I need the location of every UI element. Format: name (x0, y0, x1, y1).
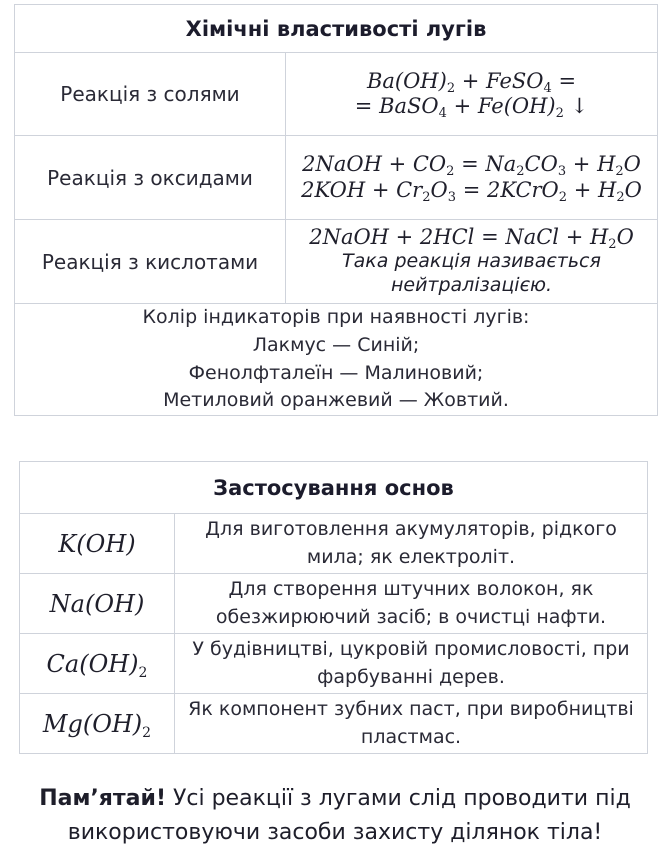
indicator-cell (15, 304, 658, 416)
safety-reminder (0, 782, 670, 850)
formula-cell: Na(OH) (20, 574, 175, 634)
reaction-cell (286, 53, 658, 136)
chemical-properties-table (14, 4, 658, 416)
indicator-line: Фенолфталеїн — Малиновий; (188, 361, 484, 384)
note-line: нейтралізацією. (390, 274, 553, 297)
formula-cell: $Mg(OH)_2$ (20, 694, 175, 754)
table-title: Застосування основ (20, 462, 648, 514)
reminder-text: Усі реакції з лугами слід проводити під використовуючи засоби захисту ділянок тіла! (67, 786, 631, 846)
usage-cell: У будівництві, цукровій промисловості, при фарбуванні дерев. (175, 634, 648, 694)
reaction-cell (286, 136, 658, 220)
table-title: Хімічні властивості лугів (15, 5, 658, 53)
equation-line: 2NaOH + 2HCl = NaCl + $H_2O$ (309, 225, 634, 253)
equation-line: 2NaOH + $CO_2 = Na_2CO_3 + H_2O$ (302, 152, 641, 180)
row-label: Реакція з солями (15, 53, 286, 136)
formula-cell: $Ca(OH)_2$ (20, 634, 175, 694)
usage-cell: Як компонент зубних паст, при виробництві пластмас. (175, 694, 648, 754)
equation-line: = BaSO$_4$ + $Fe(OH)_2$ ↓ (354, 94, 589, 121)
row-label: Реакція з оксидами (15, 136, 286, 220)
equation-line: $Ba(OH)_2$ + FeSO$_4$ = (366, 68, 577, 96)
usage-cell: Для виготовлення акумуляторів, рідкого мила; як електроліт. (175, 514, 648, 574)
reaction-cell (286, 220, 658, 304)
note-line: Така реакція називається (342, 250, 601, 273)
reminder-bold: Пам’ятай! (39, 786, 166, 811)
indicator-line: Метиловий оранжевий — Жовтий. (163, 389, 509, 412)
indicator-line: Лакмус — Синій; (252, 333, 420, 356)
equation-line: $2KOH + Cr_2O_3$ = 2KCrO$_2$ + $H_2O$ (301, 177, 642, 205)
bases-usage-table (19, 461, 648, 754)
row-label: Реакція з кислотами (15, 220, 286, 304)
usage-cell: Для створення штучних волокон, як обезжирюючий засіб; в очистці нафти. (175, 574, 648, 634)
indicator-line: Колір індикаторів при наявності лугів: (142, 306, 530, 329)
formula-cell: K(OH) (20, 514, 175, 574)
